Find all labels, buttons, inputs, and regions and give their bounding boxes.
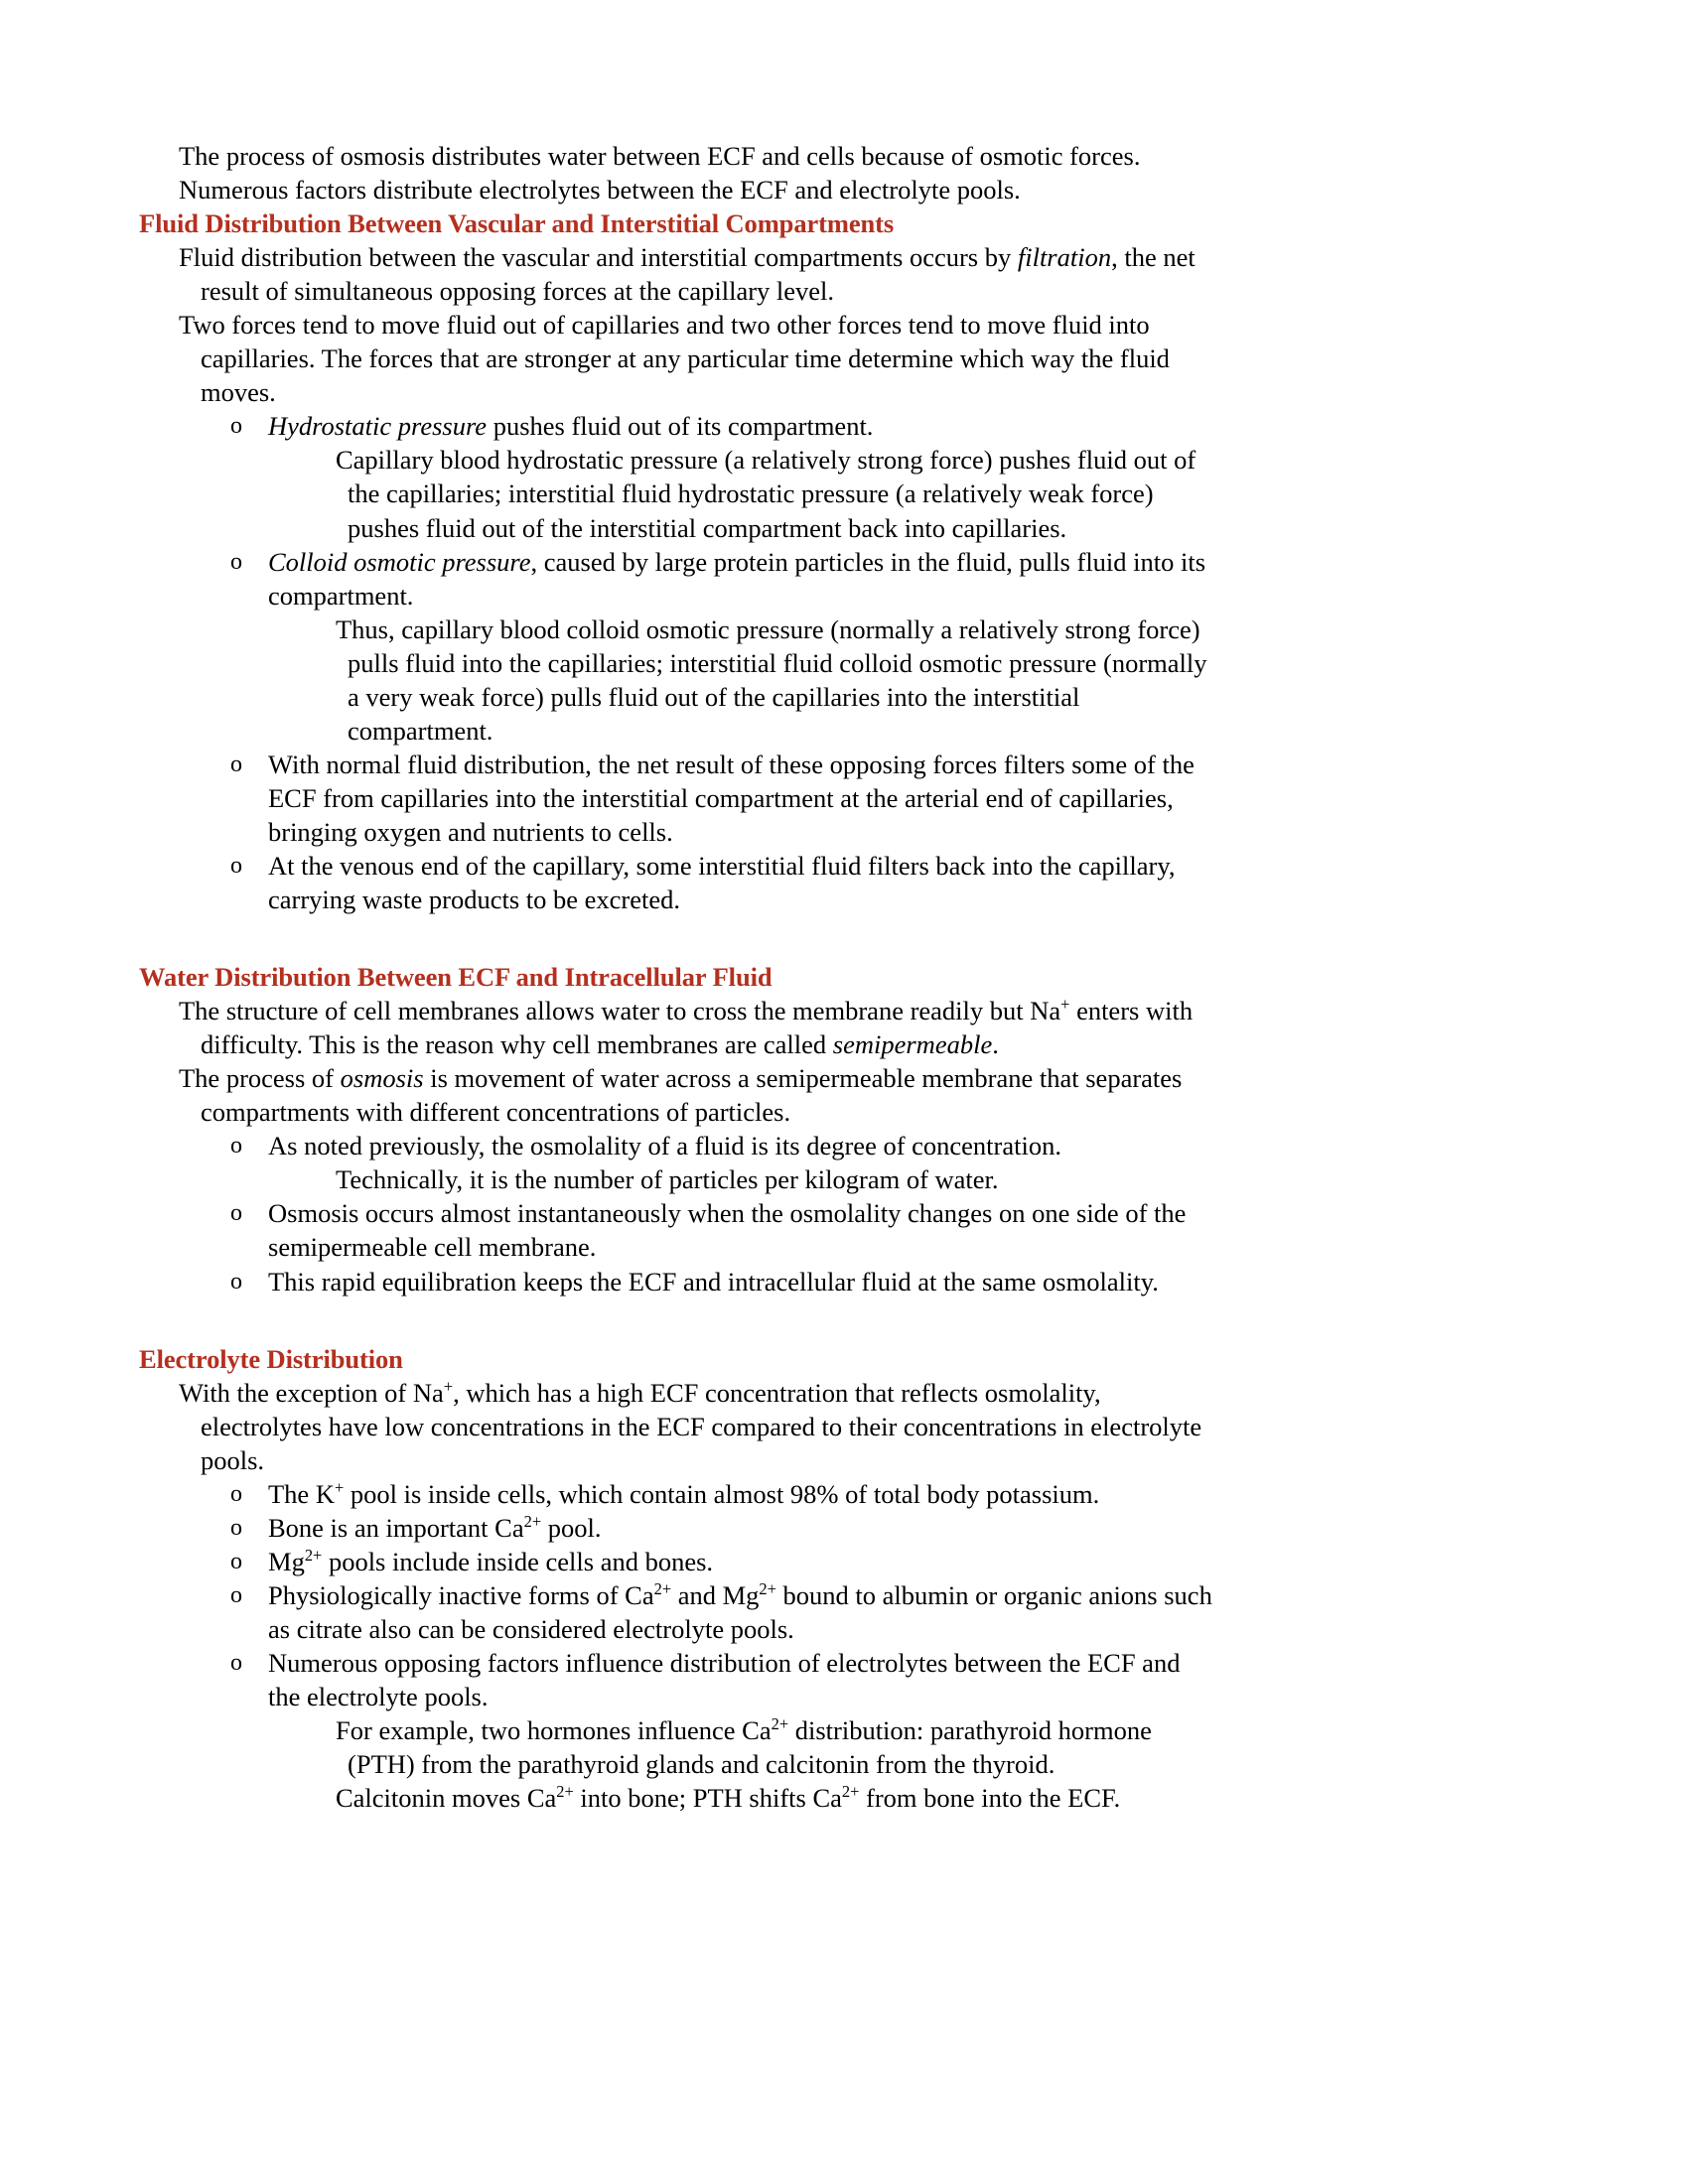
circle-bullet-icon: o (230, 1548, 242, 1574)
circle-bullet-icon: o (230, 1133, 242, 1160)
section-heading: Fluid Distribution Between Vascular and Interstitial Compartments (139, 208, 895, 239)
circle-bullet-icon: o (230, 413, 242, 440)
outline-bullet-item (159, 1545, 1216, 1578)
outline-item-text: At the venous end of the capillary, some interstitial fluid filters back into the capillary, carrying waste products to be excreted. (268, 850, 1176, 915)
outline-subdetail: Technically, it is the number of particles per kilogram of water. (336, 1164, 999, 1195)
outline-bullet-item (159, 1511, 1216, 1545)
outline-bullet-item (159, 545, 1216, 613)
section-heading: Electrolyte Distribution (139, 1343, 403, 1374)
circle-bullet-icon: o (230, 548, 242, 575)
section-heading: Water Distribution Between ECF and Intracellular Fluid (139, 962, 773, 993)
outline-item-text: As noted previously, the osmolality of a fluid is its degree of concentration. (268, 1131, 1061, 1161)
outline-bullet-item (159, 1265, 1216, 1298)
section-spacer (159, 916, 1216, 960)
outline-item-text: Hydrostatic pressure pushes fluid out of its compartment. (268, 411, 874, 442)
outline-statement: Two forces tend to move fluid out of capillaries and two other forces tend to move fluid into capillaries. The forces that are stronger at any particular time determine which way the fluid moves. (179, 310, 1170, 408)
document-body (139, 139, 1216, 1815)
outline-statement: Fluid distribution between the vascular and interstitial compartments occurs by filtration, the net result of simultaneous opposing forces at the capillary level. (179, 242, 1196, 307)
outline-subdetail: For example, two hormones influence $Ca^{2+}$ distribution: parathyroid hormone (PTH) from the parathyroid glands and calcitonin from the thyroid. (336, 1714, 1152, 1780)
outline-item-text: Osmosis occurs almost instantaneously when the osmolality changes on one side of the semipermeable cell membrane. (268, 1198, 1187, 1263)
outline-subdetail: Calcitonin moves $Ca^{2+}$ into bone; PTH shifts $Ca^{2+}$ from bone into the ECF. (336, 1782, 1121, 1814)
outline-bullet-item (159, 1477, 1216, 1511)
circle-bullet-icon: o (230, 751, 242, 777)
circle-bullet-icon: o (230, 852, 242, 879)
circle-bullet-icon: o (230, 1649, 242, 1676)
outline-bullet-item (159, 1646, 1216, 1713)
outline-statement: The process of osmosis distributes water between ECF and cells because of osmotic forces. (179, 141, 1141, 171)
circle-bullet-icon: o (230, 1480, 242, 1507)
outline-item-text: Bone is an important $Ca^{2+}$ pool. (268, 1511, 602, 1543)
outline-subdetail: Capillary blood hydrostatic pressure (a relatively strong force) pushes fluid out of the capillaries; interstitial fluid hydrostatic pressure (a relatively weak force) pushes fluid out of the interstitial compartment back into capillaries. (336, 445, 1196, 543)
circle-bullet-icon: o (230, 1581, 242, 1608)
circle-bullet-icon: o (230, 1514, 242, 1541)
outline-statement: Numerous factors distribute electrolytes between the ECF and electrolyte pools. (179, 175, 1021, 205)
section-spacer (159, 1298, 1216, 1342)
outline-bullet-item (159, 1129, 1216, 1162)
outline-subdetail: Thus, capillary blood colloid osmotic pressure (normally a relatively strong force) pulls fluid into the capillaries; interstitial fluid colloid osmotic pressure (normally a very weak force) pulls fluid out of the capillaries into the interstitial compartment. (336, 614, 1207, 746)
outline-statement: With the exception of Na+, which has a high ECF concentration that reflects osmolality, electrolytes have low concentrations in the ECF compared to their concentrations in electrolyte pools. (179, 1376, 1202, 1475)
outline-bullet-item (159, 748, 1216, 849)
outline-statement: The process of osmosis is movement of water across a semipermeable membrane that separates compartments with different concentrations of particles. (179, 1063, 1183, 1128)
outline-item-text: The K+ pool is inside cells, which contain almost 98% of total body potassium. (268, 1477, 1100, 1509)
outline-bullet-item (159, 409, 1216, 443)
outline-item-text: Physiologically inactive forms of $Ca^{2+}$ and $Mg^{2+}$ bound to albumin or organic anions such as citrate also can be considered electrolyte pools. (268, 1579, 1212, 1644)
outline-item-text: $Mg^{2+}$ pools include inside cells and bones. (268, 1546, 714, 1576)
outline-bullet-item (159, 1196, 1216, 1264)
circle-bullet-icon: o (230, 1268, 242, 1295)
outline-statement: The structure of cell membranes allows water to cross the membrane readily but Na+ enters with difficulty. This is the reason why cell membranes are called semipermeable. (179, 995, 1194, 1060)
outline-item-text: Numerous opposing factors influence distribution of electrolytes between the ECF and the electrolyte pools. (268, 1647, 1181, 1712)
outline-item-text: With normal fluid distribution, the net result of these opposing forces filters some of the ECF from capillaries into the interstitial compartment at the arterial end of capillaries, bringing oxygen and nutrients to cells. (268, 749, 1195, 847)
circle-bullet-icon: o (230, 1200, 242, 1227)
outline-item-text: Colloid osmotic pressure, caused by large protein particles in the fluid, pulls fluid into its compartment. (268, 546, 1206, 611)
outline-item-text: This rapid equilibration keeps the ECF and intracellular fluid at the same osmolality. (268, 1266, 1159, 1297)
outline-bullet-item (159, 1578, 1216, 1646)
outline-bullet-item (159, 849, 1216, 916)
